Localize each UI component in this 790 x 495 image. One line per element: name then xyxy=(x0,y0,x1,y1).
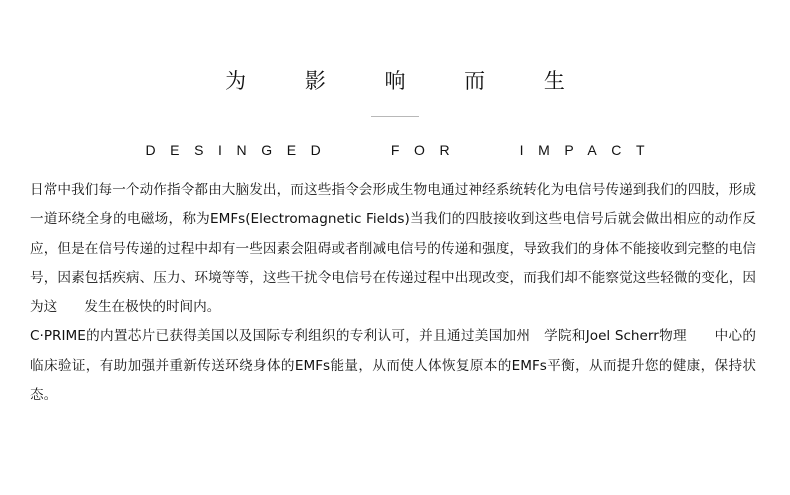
paragraph-cprime-chip: C·PRIME的内置芯片已获得美国以及国际专利组织的专利认可，并且通过美国加州 学院和Joel Scherr物理 中心的临床验证，有助加强并重新传送环绕身体的EMFs能量，从而使人体恢复原本的EMFs平衡，从而提升您的健康，保持状态。 xyxy=(30,328,756,404)
page-title: 为 影 响 而 生 xyxy=(225,69,591,93)
title-divider xyxy=(371,116,419,117)
page-subtitle: DESINGED FOR IMPACT xyxy=(145,142,660,158)
body-text xyxy=(30,176,756,410)
paragraph-emfs-intro: 日常中我们每一个动作指令都由大脑发出，而这些指令会形成生物电通过神经系统转化为电信号传递到我们的四肢，形成一道环绕全身的电磁场，称为EMFs(Electromagnetic Fields)当我们的四肢接收到这些电信号后就会做出相应的动作反应，但是在信号传递的过程中却有一些因素会阻碍或者削减电信号的传递和强度，导致我们的身体不能接收到完整的电信号，因素包括疾病、压力、环境等等，这些干扰令电信号在传递过程中出现改变，而我们却不能察觉这些轻微的变化，因为这 发生在极快的时间内。 xyxy=(30,182,756,316)
